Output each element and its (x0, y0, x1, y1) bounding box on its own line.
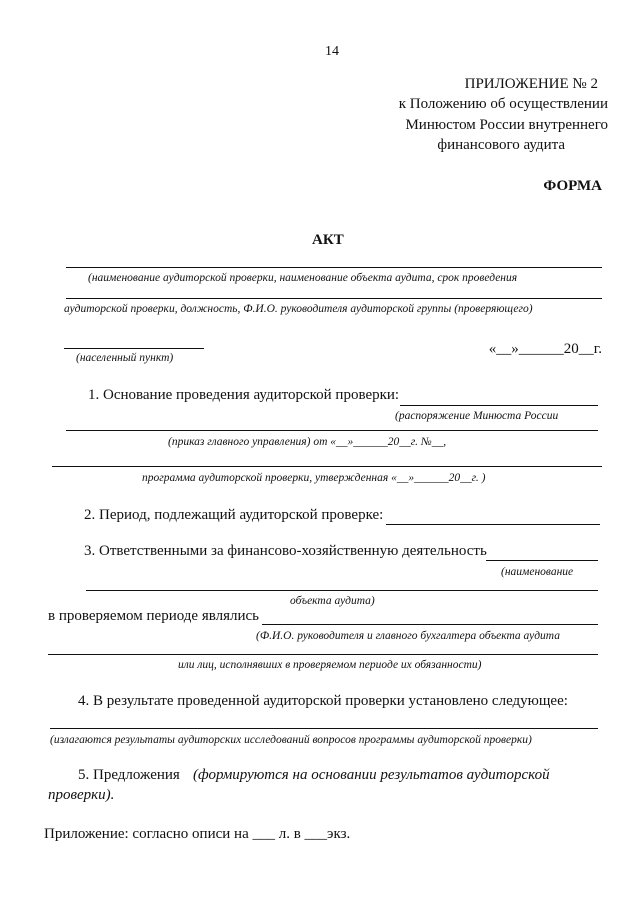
appendix-line-2: Минюстом России внутреннего (405, 117, 608, 133)
appendix-line-3: финансового аудита (437, 137, 565, 153)
section-3-fill-line-3[interactable] (262, 624, 598, 625)
section-1-hint-1: (распоряжение Минюста России (395, 410, 559, 422)
title-fill-line-1[interactable] (66, 267, 602, 268)
section-1-hint-2: (приказ главного управления) от «__»______20__г. №__, (168, 436, 447, 448)
form-label: ФОРМА (543, 178, 602, 194)
section-5-italic-2: проверки). (48, 787, 115, 803)
section-1-fill-line-2[interactable] (66, 430, 598, 431)
date-line: «__»______20__г. (488, 341, 602, 357)
section-3-fill-line-1[interactable] (486, 560, 598, 561)
section-3-text: 3. Ответственными за финансово-хозяйственную деятельность (84, 543, 487, 559)
section-3-fill-line-2[interactable] (86, 590, 598, 591)
section-3-hint-3: (Ф.И.О. руководителя и главного бухгалтера объекта аудита (256, 630, 560, 642)
section-1-text: 1. Основание проведения аудиторской проверки: (88, 387, 400, 403)
section-4-hint: (излагаются результаты аудиторских исследований вопросов программы аудиторской проверки) (50, 734, 532, 746)
section-2-text: 2. Период, подлежащий аудиторской проверке: (84, 507, 384, 523)
document-title: АКТ (312, 232, 344, 248)
title-hint-1: (наименование аудиторской проверки, наименование объекта аудита, срок проведения (88, 272, 518, 284)
place-hint: (населенный пункт) (76, 352, 174, 364)
section-4-text: 4. В результате проведенной аудиторской проверки установлено следующее: (78, 693, 568, 709)
section-3-text-2: в проверяемом периоде являлись (48, 608, 260, 624)
section-3-hint-2: объекта аудита) (290, 595, 375, 607)
section-1-fill-line-3[interactable] (52, 466, 602, 467)
section-4-fill-line[interactable] (50, 728, 598, 729)
page-number: 14 (325, 44, 339, 59)
section-5-italic-1: (формируются на основании результатов аудиторской (193, 767, 550, 783)
section-1-fill-line-1[interactable] (400, 405, 598, 406)
title-fill-line-2[interactable] (66, 298, 602, 299)
appendix-line-1: к Положению об осуществлении (398, 96, 608, 112)
section-3-fill-line-4[interactable] (48, 654, 598, 655)
title-hint-2: аудиторской проверки, должность, Ф.И.О. руководителя аудиторской группы (проверяющего) (64, 303, 533, 315)
section-2-fill-line[interactable] (386, 524, 600, 525)
section-3-hint-4: или лиц, исполнявших в проверяемом периоде их обязанности) (178, 659, 482, 671)
section-1-hint-3: программа аудиторской проверки, утвержденная «__»______20__г. ) (142, 472, 486, 484)
section-3-hint-1: (наименование (501, 566, 574, 578)
section-5-number: 5. Предложения (78, 767, 180, 783)
appendix-title: ПРИЛОЖЕНИЕ № 2 (464, 76, 598, 92)
place-fill-line[interactable] (64, 348, 204, 349)
attachment-line: Приложение: согласно описи на ___ л. в ___экз. (44, 826, 351, 842)
